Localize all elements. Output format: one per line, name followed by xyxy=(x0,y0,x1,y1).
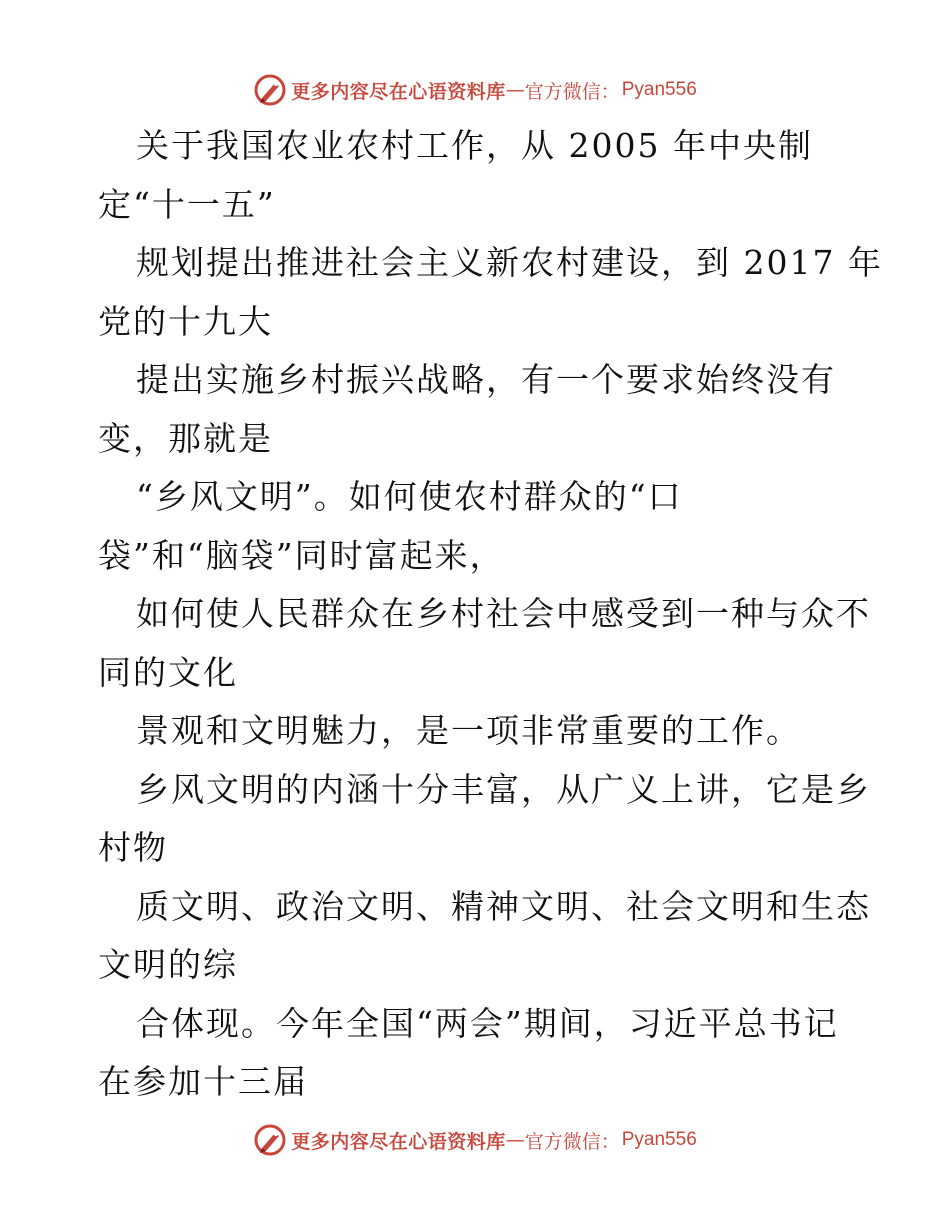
text-line: 袋”和“脑袋”同时富起来， xyxy=(98,535,505,575)
text-line: 变，那就是 xyxy=(98,418,273,458)
footer-separator: — xyxy=(505,1129,525,1151)
text-line: 村物 xyxy=(98,828,168,867)
text-line: 定“十一五” xyxy=(98,184,276,224)
text-line: 关于我国农业农村工作，从 2005 年中央制 xyxy=(136,126,813,165)
header-watermark xyxy=(0,70,950,110)
footer-site-name: 更多内容尽在心语资料库 xyxy=(291,1130,506,1153)
text-line: 提出实施乡村振兴战略，有一个要求始终没有 xyxy=(136,360,836,399)
header-wechat-label: 官方微信： xyxy=(524,80,620,103)
header-site-name: 更多内容尽在心语资料库 xyxy=(291,80,506,103)
text-line: 文明的综 xyxy=(98,945,238,984)
text-line: 乡风文明的内涵十分丰富，从广义上讲，它是乡 xyxy=(136,769,871,809)
footer-wechat-label: 官方微信： xyxy=(524,1130,620,1153)
footer-watermark xyxy=(0,1120,950,1160)
text-line: 合体现。今年全国“两会”期间，习近平总书记 xyxy=(136,1003,839,1043)
text-line: 景观和文明魅力，是一项非常重要的工作。 xyxy=(136,711,801,750)
text-line: 在参加十三届 xyxy=(98,1062,308,1101)
footer-wechat-id: Pyan556 xyxy=(621,1129,697,1150)
text-line: 同的文化 xyxy=(98,652,238,692)
header-wechat-id: Pyan556 xyxy=(621,79,697,100)
text-line: 规划提出推进社会主义新农村建设，到 2017 年 xyxy=(136,243,883,282)
text-line: 如何使人民群众在乡村社会中感受到一种与众不 xyxy=(136,594,871,633)
pen-logo-icon xyxy=(253,1123,287,1157)
text-line: “乡风文明”。如何使农村群众的“口 xyxy=(136,477,683,516)
body-text xyxy=(98,117,883,1112)
text-line: 党的十九大 xyxy=(98,301,273,341)
text-line: 质文明、政治文明、精神文明、社会文明和生态 xyxy=(136,886,871,926)
pen-logo-icon xyxy=(253,73,287,107)
header-separator: — xyxy=(505,79,525,101)
